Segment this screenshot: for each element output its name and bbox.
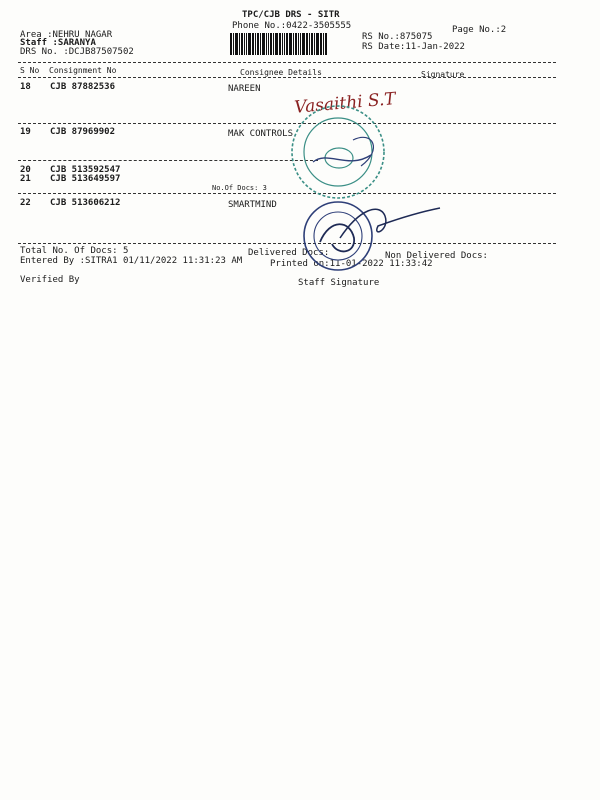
column-consignee: Consignee Details xyxy=(240,68,322,77)
verified-by: Verified By xyxy=(20,275,80,285)
footer-divider xyxy=(18,243,556,244)
delivered-docs: Delivered Docs: xyxy=(248,248,330,258)
drs-number: DRS No. :DCJB87507502 xyxy=(20,47,134,57)
row-22-sno: 22 xyxy=(20,198,31,208)
company-round-stamp xyxy=(283,100,393,200)
header-top-divider xyxy=(18,62,556,63)
column-sno: S No xyxy=(20,66,40,75)
staff-signature-label: Staff Signature xyxy=(298,278,380,288)
row-21-consignment: CJB 513649597 xyxy=(50,174,121,184)
staff-signature-stroke xyxy=(330,198,450,248)
row-20-consignment: CJB 513592547 xyxy=(50,165,121,175)
row-20-sno: 20 xyxy=(20,165,31,175)
row-18-consignee: NAREEN xyxy=(228,84,261,94)
row-18-sno: 18 xyxy=(20,82,31,92)
non-delivered-docs: Non Delivered Docs: xyxy=(385,251,488,261)
printed-on: Printed on:11-01-2022 11:33:42 xyxy=(270,259,433,269)
row-22-consignee: SMARTMIND xyxy=(228,200,277,210)
page-number: Page No.:2 xyxy=(452,25,507,35)
svg-text:Vasaithi S.T: Vasaithi S.T xyxy=(293,89,397,118)
area-label: Area :NEHRU NAGAR xyxy=(20,30,113,40)
staff-label: Staff :SARANYA xyxy=(20,38,96,48)
column-signature: Signature xyxy=(421,70,465,79)
row-19-sno: 19 xyxy=(20,127,31,137)
group-doc-count: No.Of Docs: 3 xyxy=(212,184,267,192)
rs-date: RS Date:11-Jan-2022 xyxy=(362,42,465,52)
row-21-sno: 21 xyxy=(20,174,31,184)
entered-by: Entered By :SITRA1 01/11/2022 11:31:23 AM xyxy=(20,256,243,266)
row-19-divider xyxy=(18,160,318,161)
header-bottom-divider xyxy=(18,77,556,78)
phone-number: Phone No.:0422-3505555 xyxy=(232,21,352,31)
barcode xyxy=(230,33,352,55)
rs-number: RS No.:875075 xyxy=(362,32,433,42)
row-18-consignment: CJB 87882536 xyxy=(50,82,116,92)
row-19-consignment: CJB 87969902 xyxy=(50,127,116,137)
row-19-consignee: MAK CONTROLS xyxy=(228,129,294,139)
total-docs: Total No. Of Docs: 5 xyxy=(20,246,129,256)
document-title: TPC/CJB DRS - SITR xyxy=(242,10,340,20)
row-22-consignment: CJB 513606212 xyxy=(50,198,121,208)
column-consignment: Consignment No xyxy=(49,66,117,75)
